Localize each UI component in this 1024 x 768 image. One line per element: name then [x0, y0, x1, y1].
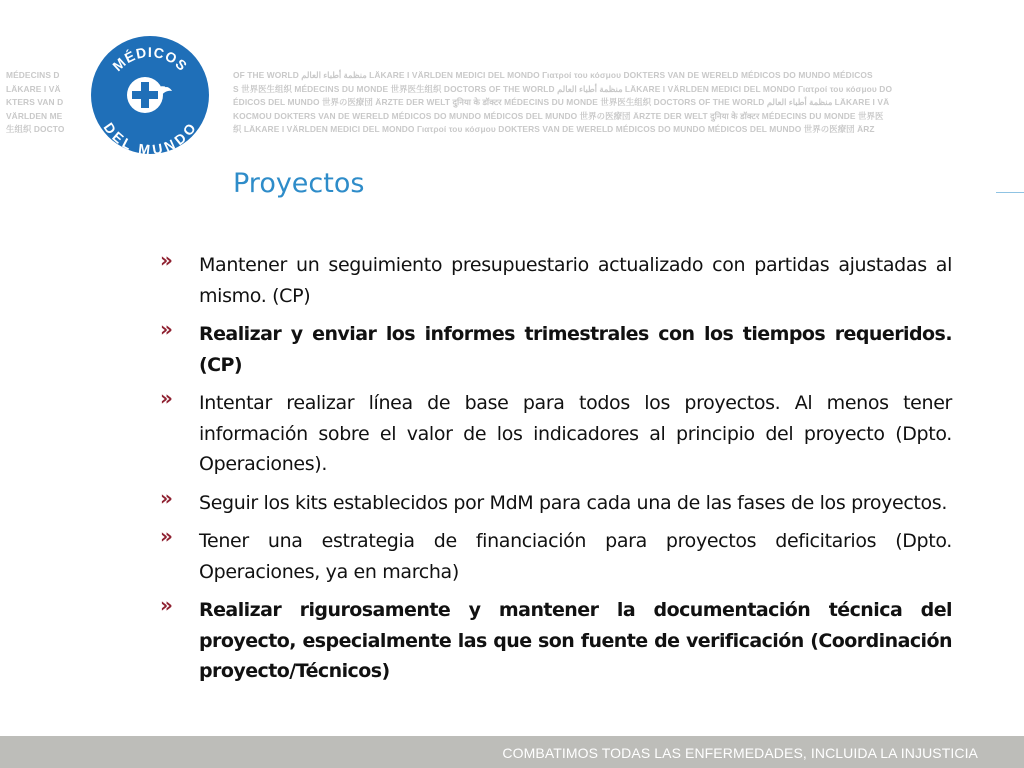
bullet-marker-icon: » [160, 485, 173, 510]
bullet-text: Intentar realizar línea de base para todos los proyectos. Al menos tener información sobre el valor de los indicadores al principio del proyecto (Dpto. Operaciones). [199, 392, 952, 475]
bullet-text: Mantener un seguimiento presupuestario actualizado con partidas ajustadas al mismo. (CP) [199, 254, 952, 307]
slide-title: Proyectos [233, 168, 365, 199]
language-line: OF THE WORLD منظمة أطباء العالم LÄKARE I VÄRLDEN MEDICI DEL MONDO Γιατροί του κόσμου DOKTERS VAN DE WERELD MÉDICOS DO MUNDO MÉDICOS [233, 70, 873, 80]
language-strip-right [233, 69, 1019, 137]
language-line: LÄKARE I VÄ [6, 83, 61, 94]
language-line: ÉDICOS DEL MUNDO 世界の医療団 ÄRZTE DER WELT दुनिया के डॉक्टर MÉDECINS DU MONDE 世界医生组织 DOCTORS OF THE WORLD منظمة أطباء العالم LÄKARE I VÄ [233, 97, 890, 107]
language-line: VÄRLDEN ME [6, 110, 63, 121]
bullet-marker-icon: » [160, 386, 173, 410]
bullet-item [160, 319, 952, 380]
language-line: MÉDECINS D [6, 70, 60, 80]
logo-bottom-text: DEL MUNDO [100, 119, 200, 155]
bullet-item [160, 526, 952, 587]
logo-top-text: MÉDICOS [109, 43, 191, 75]
bullet-text: Tener una estrategia de financiación para proyectos deficitarios (Dpto. Operaciones, ya en marcha) [199, 530, 952, 583]
bullet-text: Realizar rigurosamente y mantener la documentación técnica del proyecto, especialmente las que son fuente de verificación (Coordinación proyecto/Técnicos) [199, 599, 952, 682]
bullet-text: Realizar y enviar los informes trimestrales con los tiempos requeridos.(CP) [199, 323, 952, 376]
bullet-item [160, 595, 952, 687]
bullet-item [160, 485, 952, 519]
bullet-item [160, 250, 952, 311]
title-accent-line [996, 192, 1024, 193]
language-strip-left [6, 69, 74, 137]
language-line: KOCMOU DOKTERS VAN DE WERELD MÉDICOS DO MUNDO MÉDICOS DEL MUNDO 世界の医療団 ÄRZTE DER WELT दुनिया के डॉक्टर MÉDECINS DU MONDE 世界医 [233, 110, 884, 121]
bullet-marker-icon: » [160, 524, 173, 548]
language-line: 生组织 DOCTO [6, 124, 65, 134]
bullet-marker-icon: » [160, 317, 173, 341]
language-line: 织 LÄKARE I VÄRLDEN MEDICI DEL MONDO Γιατροί του κόσμου DOKTERS VAN DE WERELD MÉDICOS DO MUNDO MÉDICOS DEL MUNDO 世界の医療団 ÄRZ [233, 124, 875, 134]
footer-slogan: COMBATIMOS TODAS LAS ENFERMEDADES, INCLUIDA LA INJUSTICIA [502, 745, 978, 761]
bullet-list [160, 250, 952, 695]
medicos-del-mundo-logo [90, 35, 210, 155]
bullet-item [160, 388, 952, 480]
bullet-marker-icon: » [160, 593, 173, 617]
header-banner [0, 0, 1024, 160]
language-line: S 世界医生组织 MÉDECINS DU MONDE 世界医生组织 DOCTORS OF THE WORLD منظمة أطباء العالم LÄKARE I VÄRLDEN MEDICI DEL MONDO Γιατροί του κόσμου DO [233, 83, 893, 94]
footer-bar [0, 736, 1024, 768]
bullet-text: Seguir los kits establecidos por MdM para cada una de las fases de los proyectos. [199, 491, 948, 514]
language-line: KTERS VAN D [6, 97, 64, 107]
bullet-marker-icon: » [160, 248, 173, 272]
